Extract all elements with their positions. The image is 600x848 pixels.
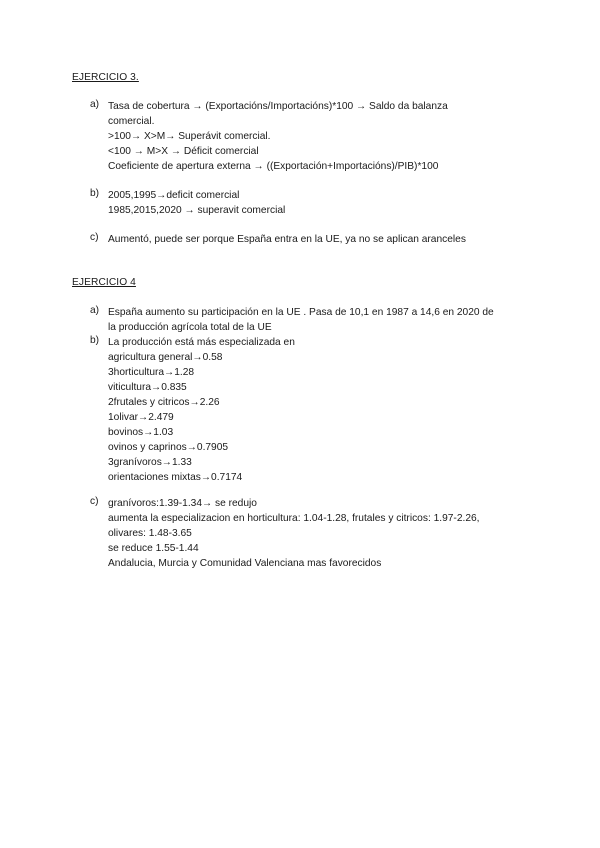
exercise-3-heading: EJERCICIO 3. (72, 72, 139, 83)
text-line: 2005,1995→deficit comercial (108, 190, 240, 201)
item-marker: b) (90, 335, 100, 346)
text-line: orientaciones mixtas→0.7174 (108, 472, 243, 483)
item-body (108, 305, 540, 335)
text-line: viticultura→0.835 (108, 382, 187, 393)
text-line: La producción está más especializada en (108, 337, 295, 348)
item-marker: a) (90, 99, 100, 110)
text-line: ovinos y caprinos→0.7905 (108, 442, 229, 453)
text-line: bovinos→1.03 (108, 427, 174, 438)
exercise-4-heading: EJERCICIO 4 (72, 277, 136, 288)
text-line: la producción agrícola total de la UE (108, 322, 272, 333)
text-line: 3granívoros→1.33 (108, 457, 192, 468)
text-line: Coeficiente de apertura externa → ((Exportación+Importacións)/PIB)*100 (108, 161, 439, 172)
text-line: Andalucia, Murcia y Comunidad Valenciana mas favorecidos (108, 558, 382, 569)
item-marker: c) (90, 232, 99, 243)
text-line: <100 → M>X → Déficit comercial (108, 146, 259, 157)
text-line: 1olivar→2.479 (108, 412, 174, 423)
item-body (108, 335, 540, 485)
text-line: se reduce 1.55-1.44 (108, 543, 199, 554)
item-body (108, 232, 540, 247)
text-line: España aumento su participación en la UE . Pasa de 10,1 en 1987 a 14,6 en 2020 de (108, 307, 494, 318)
item-marker: a) (90, 305, 100, 316)
text-line: Tasa de cobertura → (Exportacións/Importacións)*100 → Saldo da balanza (108, 101, 448, 112)
item-body (108, 496, 540, 571)
item-marker: b) (90, 188, 100, 199)
text-line: >100→ X>M→ Superávit comercial. (108, 131, 271, 142)
text-line: 3horticultura→1.28 (108, 367, 195, 378)
text-line: 1985,2015,2020 → superavit comercial (108, 205, 286, 216)
text-line: comercial. (108, 116, 155, 127)
item-body (108, 188, 540, 218)
text-line: 2frutales y citricos→2.26 (108, 397, 220, 408)
text-line: granívoros:1.39-1.34→ se redujo (108, 498, 257, 509)
text-line: olivares: 1.48-3.65 (108, 528, 192, 539)
text-line: agricultura general→0.58 (108, 352, 223, 363)
item-marker: c) (90, 496, 99, 507)
text-line: Aumentó, puede ser porque España entra en la UE, ya no se aplican aranceles (108, 234, 466, 245)
item-body (108, 99, 540, 174)
text-line: aumenta la especializacion en horticultura: 1.04-1.28, frutales y citricos: 1.97-2.26, (108, 513, 480, 524)
